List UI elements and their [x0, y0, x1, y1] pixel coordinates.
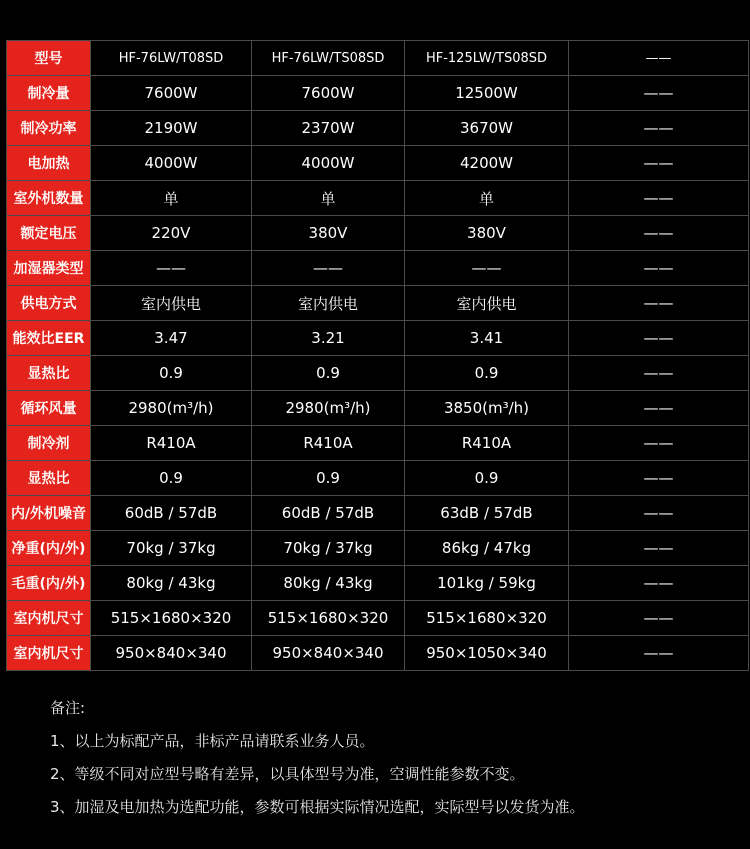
spec-table: [6, 40, 749, 671]
spec-cell: ——: [405, 251, 569, 286]
note-item-2: 2、等级不同对应型号略有差异，以具体型号为准，空调性能参数不变。: [50, 765, 525, 783]
spec-cell: ——: [569, 601, 749, 636]
spec-cell: 7600W: [91, 76, 252, 111]
spec-cell: 0.9: [91, 461, 252, 496]
spec-row: [7, 636, 749, 671]
spec-row-label: 加湿器类型: [7, 251, 91, 286]
spec-cell: ——: [569, 391, 749, 426]
spec-row-label: 制冷剂: [7, 426, 91, 461]
spec-cell: 室内供电: [91, 286, 252, 321]
spec-row: [7, 111, 749, 146]
spec-cell: 2190W: [91, 111, 252, 146]
spec-row: [7, 566, 749, 601]
spec-cell: 3670W: [405, 111, 569, 146]
spec-cell: 4000W: [252, 146, 405, 181]
spec-cell: ——: [569, 636, 749, 671]
spec-row: [7, 41, 749, 76]
spec-row-label: 室内机尺寸: [7, 636, 91, 671]
spec-row-label: 额定电压: [7, 216, 91, 251]
spec-cell: ——: [569, 566, 749, 601]
spec-cell: 4000W: [91, 146, 252, 181]
spec-cell: 3850(m³/h): [405, 391, 569, 426]
spec-cell: 380V: [252, 216, 405, 251]
spec-row: [7, 356, 749, 391]
spec-cell: ——: [569, 321, 749, 356]
spec-cell: 60dB / 57dB: [252, 496, 405, 531]
notes-title: 备注:: [50, 699, 86, 717]
spec-cell: ——: [569, 356, 749, 391]
spec-cell: 单: [91, 181, 252, 216]
spec-cell: 3.47: [91, 321, 252, 356]
spec-row: [7, 251, 749, 286]
spec-cell: 室内供电: [405, 286, 569, 321]
spec-cell: 70kg / 37kg: [91, 531, 252, 566]
spec-table-body: [7, 41, 749, 671]
spec-cell: 515×1680×320: [252, 601, 405, 636]
spec-cell: R410A: [91, 426, 252, 461]
spec-row: [7, 461, 749, 496]
spec-row: [7, 496, 749, 531]
spec-cell: 0.9: [91, 356, 252, 391]
spec-cell: 3.21: [252, 321, 405, 356]
spec-cell: 2980(m³/h): [252, 391, 405, 426]
note-item-1: 1、以上为标配产品，非标产品请联系业务人员。: [50, 732, 375, 750]
spec-cell: R410A: [252, 426, 405, 461]
spec-row: [7, 76, 749, 111]
spec-cell: 0.9: [252, 356, 405, 391]
spec-cell: 4200W: [405, 146, 569, 181]
spec-cell: 80kg / 43kg: [91, 566, 252, 601]
spec-row-label: 循环风量: [7, 391, 91, 426]
spec-row-label: 制冷量: [7, 76, 91, 111]
spec-cell: 2980(m³/h): [91, 391, 252, 426]
spec-cell: 3.41: [405, 321, 569, 356]
spec-row-label: 显热比: [7, 461, 91, 496]
spec-cell: 950×840×340: [91, 636, 252, 671]
spec-cell: ——: [569, 496, 749, 531]
spec-cell: ——: [569, 111, 749, 146]
spec-row: [7, 286, 749, 321]
spec-row-label: 电加热: [7, 146, 91, 181]
spec-row: [7, 181, 749, 216]
spec-row-label: 室内机尺寸: [7, 601, 91, 636]
spec-cell: ——: [569, 41, 749, 76]
spec-cell: HF-76LW/TS08SD: [252, 41, 405, 76]
spec-row: [7, 601, 749, 636]
spec-cell: 515×1680×320: [405, 601, 569, 636]
spec-cell: 0.9: [405, 356, 569, 391]
spec-row-label: 制冷功率: [7, 111, 91, 146]
spec-cell: 2370W: [252, 111, 405, 146]
spec-row-label: 室外机数量: [7, 181, 91, 216]
spec-cell: 室内供电: [252, 286, 405, 321]
spec-cell: ——: [569, 146, 749, 181]
spec-cell: 86kg / 47kg: [405, 531, 569, 566]
spec-cell: 60dB / 57dB: [91, 496, 252, 531]
spec-cell: ——: [569, 461, 749, 496]
spec-cell: ——: [91, 251, 252, 286]
spec-cell: ——: [569, 181, 749, 216]
spec-row: [7, 531, 749, 566]
spec-cell: 12500W: [405, 76, 569, 111]
spec-cell: HF-125LW/TS08SD: [405, 41, 569, 76]
spec-cell: 0.9: [252, 461, 405, 496]
spec-cell: 单: [252, 181, 405, 216]
notes-section: [50, 692, 585, 824]
spec-row-label: 内/外机噪音: [7, 496, 91, 531]
spec-cell: HF-76LW/T08SD: [91, 41, 252, 76]
spec-row-label: 能效比EER: [7, 321, 91, 356]
spec-cell: 0.9: [405, 461, 569, 496]
spec-cell: ——: [569, 531, 749, 566]
spec-cell: 950×840×340: [252, 636, 405, 671]
spec-row-label: 供电方式: [7, 286, 91, 321]
spec-row: [7, 216, 749, 251]
spec-cell: 101kg / 59kg: [405, 566, 569, 601]
spec-row-label: 显热比: [7, 356, 91, 391]
spec-row: [7, 426, 749, 461]
spec-cell: 950×1050×340: [405, 636, 569, 671]
spec-cell: R410A: [405, 426, 569, 461]
spec-cell: ——: [569, 76, 749, 111]
spec-cell: ——: [569, 216, 749, 251]
spec-cell: 单: [405, 181, 569, 216]
spec-cell: 220V: [91, 216, 252, 251]
spec-cell: 380V: [405, 216, 569, 251]
spec-cell: 70kg / 37kg: [252, 531, 405, 566]
spec-row-label: 型号: [7, 41, 91, 76]
spec-cell: 7600W: [252, 76, 405, 111]
spec-row: [7, 321, 749, 356]
note-item-3: 3、加湿及电加热为选配功能，参数可根据实际情况选配，实际型号以发货为准。: [50, 798, 585, 816]
spec-cell: 63dB / 57dB: [405, 496, 569, 531]
spec-cell: ——: [569, 426, 749, 461]
spec-cell: ——: [569, 286, 749, 321]
spec-cell: 80kg / 43kg: [252, 566, 405, 601]
spec-row: [7, 146, 749, 181]
spec-row-label: 毛重(内/外): [7, 566, 91, 601]
spec-cell: ——: [569, 251, 749, 286]
spec-row: [7, 391, 749, 426]
spec-cell: 515×1680×320: [91, 601, 252, 636]
spec-row-label: 净重(内/外): [7, 531, 91, 566]
spec-cell: ——: [252, 251, 405, 286]
